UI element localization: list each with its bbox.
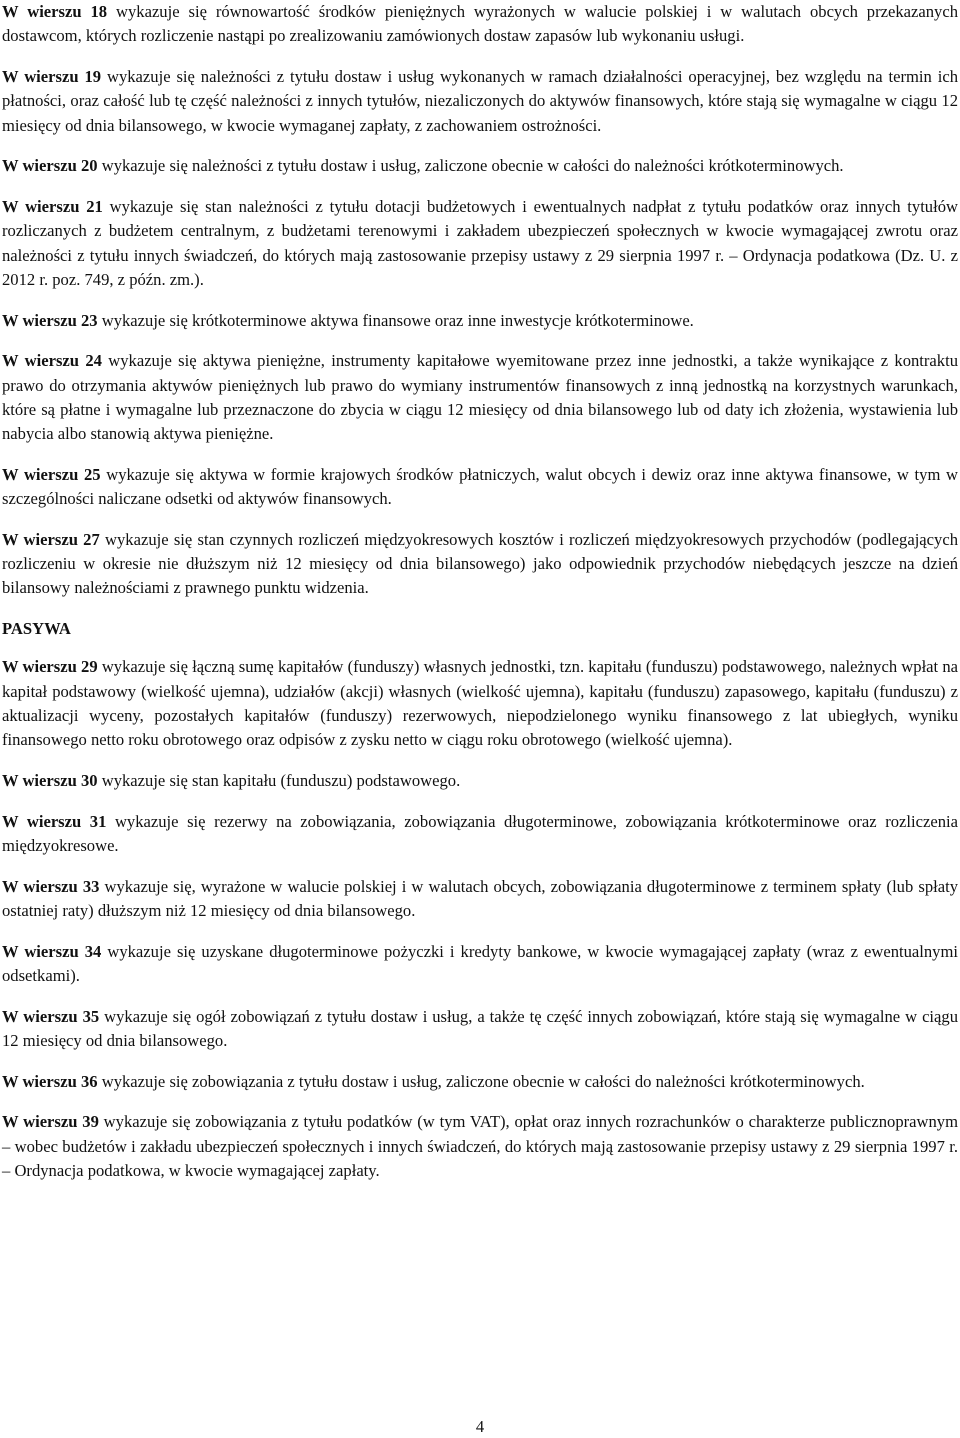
paragraph-lead: W wierszu 36: [2, 1071, 98, 1091]
paragraph-lead: W wierszu 18: [2, 2, 108, 21]
paragraph-row-31: [2, 810, 958, 859]
page-number: 4: [475, 1417, 485, 1436]
paragraph-text: wykazuje się należności z tytułu dostaw i usług, zaliczone obecnie w całości do należności krótkoterminowych.: [97, 156, 844, 176]
paragraph-lead: W wierszu 33: [2, 876, 100, 896]
paragraph-row-27: [2, 528, 958, 601]
paragraph-text: wykazuje się aktywa w formie krajowych środków płatniczych, walut obcych i dewiz oraz inne aktywa finansowe, w tym w szczególności naliczane odsetki od aktywów finansowych.: [2, 464, 959, 509]
paragraph-text: wykazuje się stan należności z tytułu dotacji budżetowych i ewentualnych nadpłat z tytułu podatków oraz innych tytułów rozliczanych z budżetem centralnym, z budżetami terenowymi i zakładem ubezpieczeń społecznych w kwocie wymagającej zwrotu oraz należności z tytułu innych świadczeń, do których mają zastosowanie przepisy ustawy z 29 sierpnia 1997 r. – Ordynacja podatkowa (Dz. U. z 2012 r. poz. 749, z późn. zm.).: [2, 196, 958, 289]
paragraph-lead: W wierszu 19: [2, 66, 102, 86]
paragraph-lead: W wierszu 39: [2, 1112, 99, 1132]
paragraph-lead: W wierszu 29: [2, 657, 98, 677]
paragraph-row-33: [2, 875, 958, 924]
paragraph-lead: W wierszu 21: [2, 196, 103, 216]
paragraph-text: wykazuje się zobowiązania z tytułu dostaw i usług, zaliczone obecnie w całości do należności krótkoterminowych.: [97, 1071, 865, 1091]
paragraph-row-24: [2, 349, 958, 446]
section-heading-pasywa: PASYWA: [2, 619, 71, 639]
paragraph-text: wykazuje się stan czynnych rozliczeń międzyokresowych kosztów i rozliczeń międzyokresowych przychodów (podlegających rozliczeniu w okresie nie dłuższym niż 12 miesięcy od dnia bilansowego) jako odpowiednik przychodów niebędących jeszcze na dzień bilansowy należnościami z prawnego punktu widzenia.: [2, 529, 958, 598]
paragraph-row-19: [2, 65, 958, 138]
paragraph-text: wykazuje się łączną sumę kapitałów (funduszy) własnych jednostki, tzn. kapitału (funduszu) podstawowego, należnych wpłat na kapitał podstawowy (wielkość ujemna), udziałów (akcji) własnych (wielkość ujemna), kapitału (funduszu) zapasowego, kapitału (funduszu) z aktualizacji wyceny, pozostałych kapitałów (funduszy) rezerwowych, niepodzielonego wyniku finansowego z lat ubiegłych, wyniku finansowego netto roku obrotowego oraz odpisów z zysku netto w ciągu roku obrotowego (wielkość ujemna).: [2, 657, 959, 750]
paragraph-row-30: [2, 769, 958, 793]
paragraph-row-36: [2, 1070, 958, 1094]
paragraph-text: wykazuje się krótkoterminowe aktywa finansowe oraz inne inwestycje krótkoterminowe.: [97, 310, 694, 330]
paragraph-lead: W wierszu 25: [2, 464, 101, 484]
paragraph-row-18: [2, 0, 958, 49]
paragraph-lead: W wierszu 30: [2, 770, 98, 790]
paragraph-text: wykazuje się równowartość środków pieniężnych wyrażonych w walucie polskiej i w walutach obcych przekazanych dostawcom, których rozliczenie nastąpi po zrealizowaniu zamówionych dostaw zapasów lub wykonaniu usługi.: [2, 2, 959, 46]
paragraph-row-20: [2, 154, 958, 178]
paragraph-text: wykazuje się należności z tytułu dostaw i usług wykonanych w ramach działalności operacyjnej, bez względu na termin ich płatności, oraz całość lub tę część należności z innych tytułów, niezaliczonych do aktywów finansowych, które stają się wymagalne w ciągu 12 miesięcy od dnia bilansowego, w kwocie wymaganej zapłaty, z zachowaniem ostrożności.: [2, 66, 958, 135]
paragraph-row-35: [2, 1005, 958, 1054]
paragraph-row-25: [2, 463, 958, 512]
paragraph-text: wykazuje się stan kapitału (funduszu) podstawowego.: [97, 770, 461, 790]
paragraph-row-34: [2, 940, 958, 989]
paragraph-text: wykazuje się zobowiązania z tytułu podatków (w tym VAT), opłat oraz innych rozrachunków o charakterze publicznoprawnym – wobec budżetów i zakładu ubezpieczeń społecznych i innych świadczeń, do których mają zastosowanie przepisy ustawy z 29 sierpnia 1997 r. – Ordynacja podatkowa, w kwocie wymagającej zapłaty.: [2, 1112, 958, 1180]
paragraph-row-21: [2, 195, 958, 292]
paragraph-lead: W wierszu 23: [2, 310, 98, 330]
paragraph-text: wykazuje się aktywa pieniężne, instrumenty kapitałowe wyemitowane przez inne jednostki, a także wynikające z kontraktu prawo do otrzymania aktywów pieniężnych lub prawo do wymiany instrumentów finansowych z inną jednostką na korzystnych warunkach, które są płatne i wymagalne lub przeznaczone do zbycia w ciągu 12 miesięcy od dnia bilansowego lub od daty ich złożenia, wystawienia lub nabycia albo stanowią aktywa pieniężne.: [2, 351, 958, 444]
paragraph-lead: W wierszu 20: [2, 156, 98, 176]
paragraph-row-39: [2, 1110, 958, 1183]
paragraph-lead: W wierszu 31: [2, 811, 107, 831]
paragraph-text: wykazuje się ogół zobowiązań z tytułu dostaw i usług, a także tę część innych zobowiązań, które stają się wymagalne w ciągu 12 miesięcy od dnia bilansowego.: [2, 1006, 959, 1050]
paragraph-lead: W wierszu 27: [2, 529, 100, 549]
paragraph-row-29: [2, 655, 958, 752]
paragraph-lead: W wierszu 35: [2, 1006, 100, 1026]
paragraph-lead: W wierszu 34: [2, 941, 102, 961]
paragraph-lead: W wierszu 24: [2, 351, 102, 371]
paragraph-text: wykazuje się, wyrażone w walucie polskiej i w walutach obcych, zobowiązania długoterminowe z terminem spłaty (lub spłaty ostatniej raty) dłuższym niż 12 miesięcy od dnia bilansowego.: [2, 876, 958, 920]
paragraph-row-23: [2, 309, 958, 333]
paragraph-text: wykazuje się rezerwy na zobowiązania, zobowiązania długoterminowe, zobowiązania krótkoterminowe oraz rozliczenia międzyokresowe.: [2, 811, 958, 855]
paragraph-text: wykazuje się uzyskane długoterminowe pożyczki i kredyty bankowe, w kwocie wymagającej zapłaty (wraz z ewentualnymi odsetkami).: [2, 941, 958, 985]
